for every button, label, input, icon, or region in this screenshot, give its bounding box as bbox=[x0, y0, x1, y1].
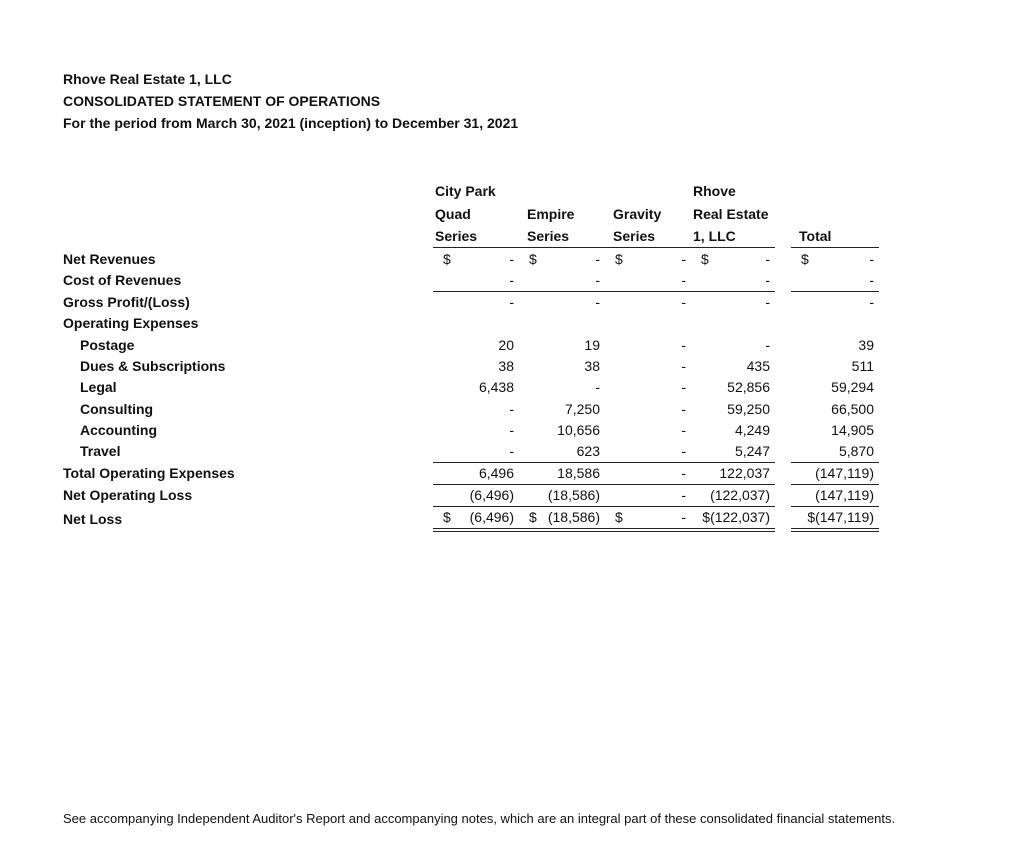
column-header bbox=[519, 181, 605, 202]
table-row bbox=[63, 420, 879, 441]
column-header: Empire bbox=[527, 205, 575, 222]
cell-value: 66,500 bbox=[831, 400, 874, 417]
row-label: Gross Profit/(Loss) bbox=[63, 294, 190, 311]
row-label: Legal bbox=[80, 379, 117, 396]
footer-note: See accompanying Independent Auditor's Report and accompanying notes, which are an integral part of these consolidated financial statements. bbox=[63, 811, 896, 826]
cell-value: - bbox=[595, 271, 600, 288]
table-row bbox=[63, 441, 879, 463]
cell-value: - bbox=[681, 508, 686, 525]
table-row bbox=[63, 313, 879, 334]
cell-value bbox=[691, 313, 775, 334]
dollar-sign: $ bbox=[701, 250, 709, 267]
cell-value: 5,247 bbox=[734, 442, 770, 459]
row-label: Postage bbox=[80, 336, 135, 353]
cell-value: 14,905 bbox=[831, 421, 874, 438]
cell-value: 18,586 bbox=[557, 464, 600, 481]
blank-header bbox=[63, 181, 433, 203]
cell-value: 122,037 bbox=[719, 464, 770, 481]
row-label: Cost of Revenues bbox=[63, 272, 182, 289]
cell-value: 19 bbox=[584, 336, 600, 353]
cell-value: 52,856 bbox=[727, 379, 770, 396]
cell-value: - bbox=[509, 294, 514, 311]
cell-value: 20 bbox=[498, 336, 514, 353]
cell-value: - bbox=[681, 464, 686, 481]
dollar-sign: $ bbox=[529, 508, 537, 525]
cell-value: 39 bbox=[858, 336, 874, 353]
column-header: Series bbox=[605, 226, 691, 248]
dollar-sign: $ bbox=[443, 508, 451, 525]
blank-header bbox=[63, 203, 433, 225]
table-row bbox=[63, 334, 879, 355]
row-label: Total Operating Expenses bbox=[63, 465, 235, 482]
cell-value bbox=[433, 313, 519, 334]
cell-value bbox=[791, 313, 879, 334]
cell-value: - bbox=[869, 294, 874, 311]
table-row bbox=[63, 398, 879, 419]
table-row bbox=[63, 377, 879, 398]
row-label: Travel bbox=[80, 443, 121, 460]
cell-value: $(147,119) bbox=[807, 508, 874, 525]
blank-header bbox=[63, 226, 433, 249]
cell-value: 6,496 bbox=[478, 464, 514, 481]
cell-value bbox=[605, 313, 691, 334]
cell-value: (147,119) bbox=[815, 464, 874, 481]
cell-value: - bbox=[765, 250, 770, 267]
column-header: Total bbox=[791, 226, 879, 248]
column-header-row bbox=[63, 226, 879, 249]
cell-value: - bbox=[509, 442, 514, 459]
cell-value: - bbox=[681, 379, 686, 396]
cell-value: - bbox=[681, 357, 686, 374]
cell-value: - bbox=[595, 379, 600, 396]
column-header: Gravity bbox=[613, 205, 662, 222]
row-label: Dues & Subscriptions bbox=[80, 357, 226, 374]
column-header bbox=[791, 204, 879, 225]
cell-value: 38 bbox=[498, 357, 514, 374]
column-header: Real Estate bbox=[693, 205, 769, 222]
cell-value: - bbox=[765, 271, 770, 288]
table-row bbox=[63, 249, 879, 270]
cell-value: - bbox=[681, 336, 686, 353]
cell-value: - bbox=[509, 271, 514, 288]
cell-value: 6,438 bbox=[478, 379, 514, 396]
cell-value: - bbox=[681, 271, 686, 288]
column-header-row bbox=[63, 181, 879, 203]
cell-value: - bbox=[509, 250, 514, 267]
dollar-sign: $ bbox=[615, 250, 623, 267]
cell-value: (147,119) bbox=[815, 486, 874, 503]
row-label: Net Revenues bbox=[63, 250, 156, 267]
dollar-sign: $ bbox=[529, 250, 537, 267]
column-header: Series bbox=[433, 226, 519, 248]
cell-value: - bbox=[681, 442, 686, 459]
row-label: Operating Expenses bbox=[63, 315, 199, 332]
cell-value: 4,249 bbox=[734, 421, 770, 438]
cell-value: - bbox=[595, 294, 600, 311]
table-row bbox=[63, 270, 879, 292]
table-row bbox=[63, 485, 879, 507]
table-row bbox=[63, 507, 879, 532]
table-row bbox=[63, 463, 879, 485]
cell-value: 38 bbox=[584, 357, 600, 374]
table-row bbox=[63, 292, 879, 313]
cell-value: - bbox=[509, 400, 514, 417]
row-label: Net Loss bbox=[63, 510, 123, 527]
cell-value: 511 bbox=[851, 357, 874, 374]
statement-title: CONSOLIDATED STATEMENT OF OPERATIONS bbox=[63, 93, 381, 109]
column-header bbox=[605, 181, 691, 202]
operations-table bbox=[63, 181, 879, 532]
column-header: Rhove bbox=[693, 183, 736, 200]
column-header: Series bbox=[519, 226, 605, 248]
cell-value: - bbox=[869, 250, 874, 267]
statement-period: For the period from March 30, 2021 (inception) to December 31, 2021 bbox=[63, 115, 519, 131]
cell-value: 10,656 bbox=[557, 421, 600, 438]
dollar-sign: $ bbox=[615, 508, 623, 525]
cell-value: - bbox=[681, 250, 686, 267]
column-header: Quad bbox=[435, 205, 471, 222]
column-header: City Park bbox=[435, 183, 496, 200]
cell-value: (122,037) bbox=[710, 486, 770, 503]
cell-value bbox=[519, 313, 605, 334]
column-header bbox=[791, 181, 879, 202]
cell-value: - bbox=[681, 486, 686, 503]
cell-value: (6,496) bbox=[469, 486, 514, 503]
company-name: Rhove Real Estate 1, LLC bbox=[63, 71, 232, 87]
cell-value: (18,586) bbox=[547, 486, 600, 503]
cell-value: - bbox=[869, 271, 874, 288]
row-label: Accounting bbox=[80, 421, 157, 438]
cell-value: 623 bbox=[576, 442, 600, 459]
cell-value: - bbox=[681, 294, 686, 311]
dollar-sign: $ bbox=[801, 250, 809, 267]
cell-value: $(122,037) bbox=[702, 508, 770, 525]
cell-value: - bbox=[509, 421, 514, 438]
column-header: 1, LLC bbox=[691, 226, 775, 248]
cell-value: 7,250 bbox=[564, 400, 600, 417]
cell-value: - bbox=[681, 421, 686, 438]
cell-value: 435 bbox=[746, 357, 770, 374]
row-label: Consulting bbox=[80, 400, 154, 417]
cell-value: - bbox=[765, 336, 770, 353]
column-header-row bbox=[63, 203, 879, 225]
row-label: Net Operating Loss bbox=[63, 487, 193, 504]
cell-value: 59,250 bbox=[727, 400, 770, 417]
cell-value: - bbox=[765, 294, 770, 311]
table-row bbox=[63, 356, 879, 377]
cell-value: (6,496) bbox=[469, 508, 514, 525]
cell-value: - bbox=[595, 250, 600, 267]
cell-value: 59,294 bbox=[831, 379, 874, 396]
cell-value: 5,870 bbox=[838, 442, 874, 459]
cell-value: (18,586) bbox=[547, 508, 600, 525]
dollar-sign: $ bbox=[443, 250, 451, 267]
cell-value: - bbox=[681, 400, 686, 417]
